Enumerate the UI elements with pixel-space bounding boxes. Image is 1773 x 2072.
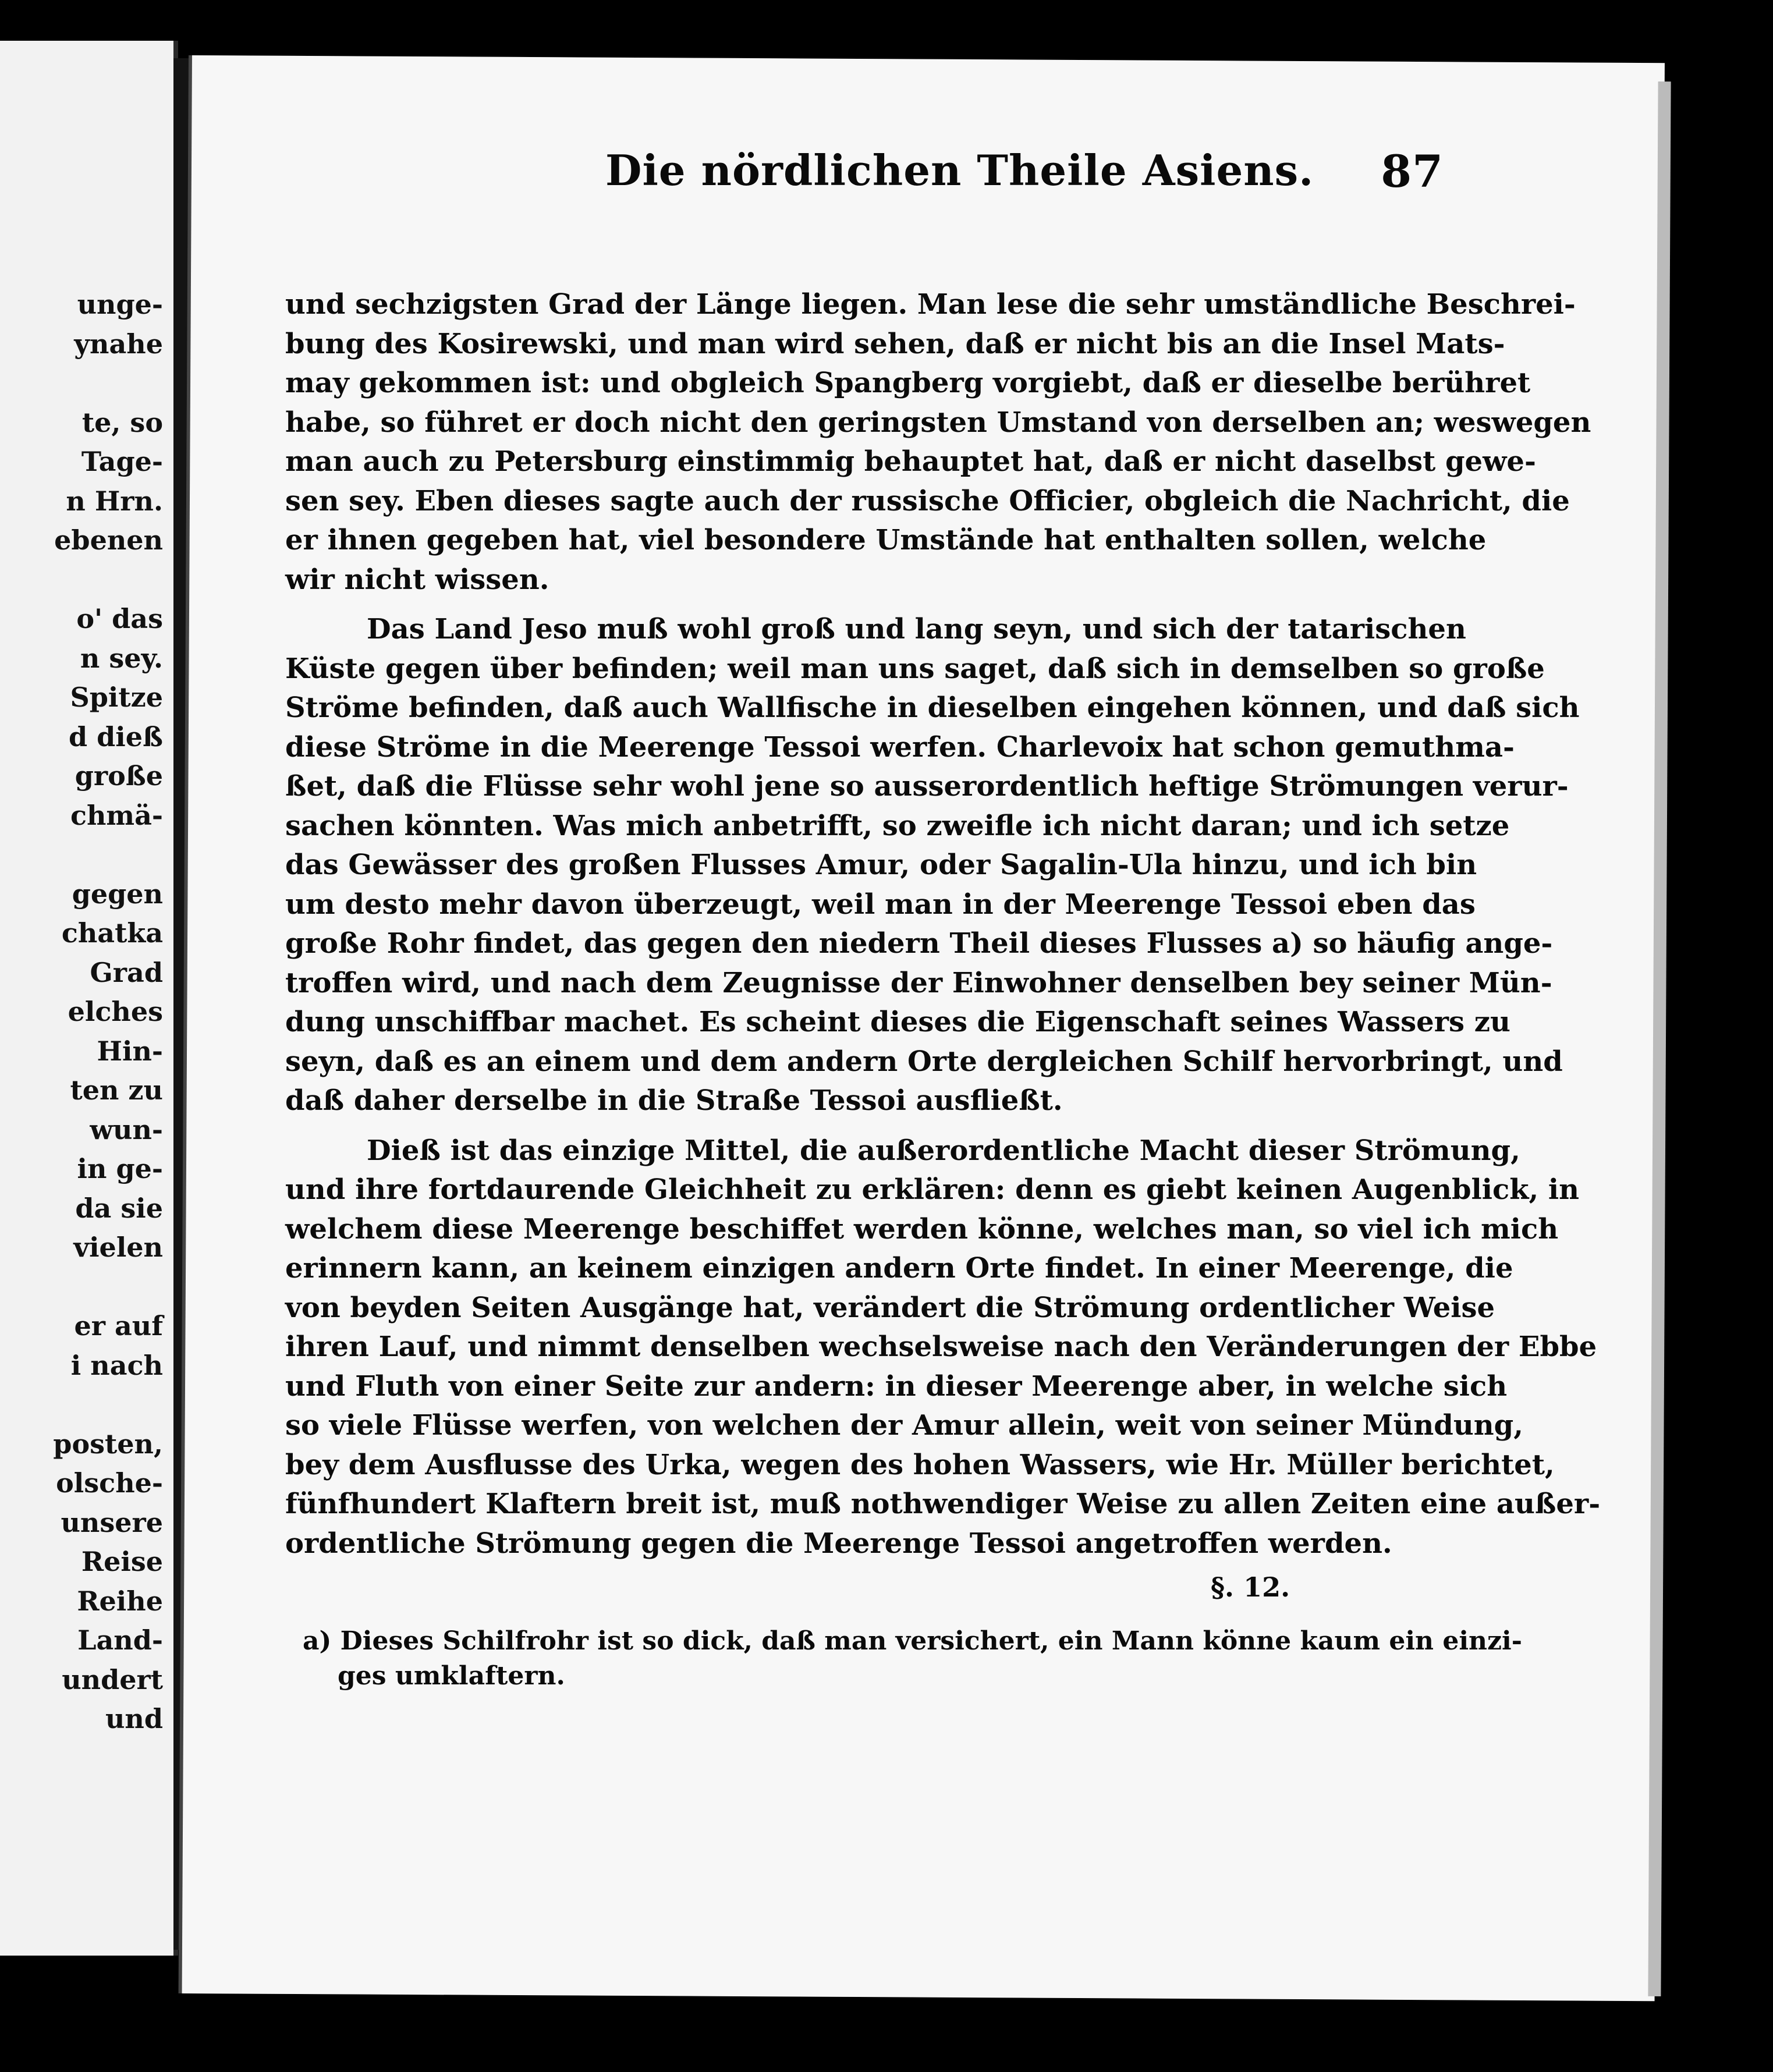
text-line: welchem diese Meerenge beschiffet werden könne, welches man, so viel ich mich xyxy=(285,1212,1559,1246)
left-page-line: unge- xyxy=(77,289,163,320)
text-line: diese Ströme in die Meerenge Tessoi werfen. Charlevoix hat schon gemuthma- xyxy=(285,730,1515,764)
left-page-line: Hin- xyxy=(97,1035,163,1067)
text-line: und sechzigsten Grad der Länge liegen. Man lese die sehr umständliche Beschrei- xyxy=(285,288,1576,321)
text-line: bey dem Ausflusse des Urka, wegen des hohen Wassers, wie Hr. Müller berichtet, xyxy=(285,1448,1555,1481)
text-line: er ihnen gegeben hat, viel besondere Umstände hat enthalten sollen, welche xyxy=(285,524,1487,556)
left-page-line xyxy=(0,835,163,875)
running-head-title: Die nördlichen Theile Asiens. xyxy=(605,146,1314,195)
left-page-line: vielen xyxy=(73,1232,163,1263)
left-page-line: n Hrn. xyxy=(66,485,163,517)
left-page-line: chatka xyxy=(61,917,163,949)
left-page-line: und xyxy=(105,1703,163,1734)
text-line: dung unschiffbar machet. Es scheint dieses die Eigenschaft seines Wassers zu xyxy=(285,1006,1510,1038)
text-line: das Gewässer des großen Flusses Amur, oder Sagalin-Ula hinzu, und ich bin xyxy=(285,849,1477,881)
left-page-line: Reihe xyxy=(77,1585,163,1617)
left-page-line: in ge- xyxy=(77,1153,163,1184)
left-page-line: Tage- xyxy=(81,446,163,477)
left-page-line: Land- xyxy=(77,1624,163,1656)
left-page-line: unsere xyxy=(61,1506,163,1538)
text-line: Dieß ist das einzige Mittel, die außerordentliche Macht dieser Strömung, xyxy=(367,1134,1520,1167)
left-page-line xyxy=(0,560,163,600)
text-line: habe, so führet er doch nicht den geringsten Umstand von derselben an; weswegen xyxy=(285,406,1591,439)
text-line: fünfhundert Klaftern breit ist, muß nothwendiger Weise zu allen Zeiten eine außer- xyxy=(285,1488,1601,1520)
text-line: und Fluth von einer Seite zur andern: in dieser Meerenge aber, in welche sich xyxy=(285,1369,1508,1403)
left-page xyxy=(0,41,178,1956)
body-text xyxy=(285,285,1601,1574)
left-page-line: posten, xyxy=(53,1428,163,1460)
left-page-line: te, so xyxy=(81,406,163,438)
left-page-line: Grad xyxy=(90,956,163,988)
left-page-line: große xyxy=(75,760,163,792)
catchword: §. 12. xyxy=(1211,1571,1290,1603)
left-page-line: ebenen xyxy=(54,524,163,556)
left-page-line: n sey. xyxy=(80,642,163,674)
left-page-line: d dieß xyxy=(68,721,163,753)
text-line: Küste gegen über befinden; weil man uns saget, daß sich in demselben so große xyxy=(285,652,1545,685)
left-page-line xyxy=(0,1385,163,1425)
text-line: may gekommen ist: und obgleich Spangberg vorgiebt, daß er dieselbe berühret xyxy=(285,367,1531,399)
left-page-line: ynahe xyxy=(74,328,163,360)
left-page-line: Spitze xyxy=(70,682,163,713)
text-line: troffen wird, und nach dem Zeugnisse der Einwohner denselben bey seiner Mün- xyxy=(285,966,1552,999)
text-line: bung des Kosirewski, und man wird sehen, daß er nicht bis an die Insel Mats- xyxy=(285,327,1505,360)
footnote xyxy=(303,1624,1523,1694)
left-page-line xyxy=(0,1268,163,1307)
text-line: um desto mehr davon überzeugt, weil man in der Meerenge Tessoi eben das xyxy=(285,888,1476,921)
left-page-line: elches xyxy=(68,996,163,1027)
paragraph xyxy=(285,285,1591,599)
text-line: große Rohr findet, das gegen den niedern Theil dieses Flusses a) so häufig ange- xyxy=(285,927,1553,960)
left-page-line: chmä- xyxy=(70,799,163,831)
text-line: seyn, daß es an einem und dem andern Orte dergleichen Schilf hervorbringt, und xyxy=(285,1045,1563,1078)
left-page-line: ten zu xyxy=(70,1074,163,1106)
page-number: 87 xyxy=(1381,146,1444,197)
left-page-text xyxy=(0,285,163,1739)
left-page-line: olsche- xyxy=(56,1467,163,1499)
text-line: wir nicht wissen. xyxy=(285,563,549,596)
text-line: ihren Lauf, und nimmt denselben wechselsweise nach den Veränderungen der Ebbe xyxy=(285,1331,1597,1363)
left-page-line: gegen xyxy=(72,878,163,910)
text-line: sachen könnten. Was mich anbetrifft, so zweifle ich nicht daran; und ich setze xyxy=(285,809,1510,842)
text-line: ordentliche Strömung gegen die Meerenge Tessoi angetroffen werden. xyxy=(285,1527,1392,1560)
left-page-line: i nach xyxy=(70,1349,163,1381)
text-line: ßet, daß die Flüsse sehr wohl jene so ausserordentlich heftige Strömungen verur- xyxy=(285,770,1569,803)
text-line: so viele Flüsse werfen, von welchen der Amur allein, weit von seiner Mündung, xyxy=(285,1409,1523,1442)
text-line: erinnern kann, an keinem einzigen andern Orte findet. In einer Meerenge, die xyxy=(285,1252,1513,1285)
text-line: von beyden Seiten Ausgänge hat, verändert die Strömung ordentlicher Weise xyxy=(285,1291,1495,1324)
footnote-line: a) Dieses Schilfrohr ist so dick, daß man versichert, ein Mann könne kaum ein einzi- xyxy=(303,1626,1523,1656)
footnote-line: ges umklaftern. xyxy=(338,1661,565,1691)
left-page-line: da sie xyxy=(75,1192,163,1224)
text-line: daß daher derselbe in die Straße Tessoi ausfließt. xyxy=(285,1084,1063,1117)
left-page-line: Reise xyxy=(81,1546,163,1577)
paragraph xyxy=(285,1131,1601,1564)
text-line: Ströme befinden, daß auch Wallfische in dieselben eingehen können, und daß sich xyxy=(285,691,1580,724)
left-page-line: undert xyxy=(62,1663,163,1695)
text-line: Das Land Jeso muß wohl groß und lang seyn, und sich der tatarischen xyxy=(367,613,1466,645)
left-page-line: wun- xyxy=(90,1113,163,1145)
left-page-line: er auf xyxy=(74,1310,163,1342)
left-page-line xyxy=(0,364,163,403)
text-line: man auch zu Petersburg einstimmig behauptet hat, daß er nicht daselbst gewe- xyxy=(285,445,1536,478)
left-page-line: o' das xyxy=(76,603,163,634)
text-line: sen sey. Eben dieses sagte auch der russische Officier, obgleich die Nachricht, die xyxy=(285,484,1570,517)
paragraph xyxy=(285,610,1580,1121)
text-line: und ihre fortdaurende Gleichheit zu erklären: denn es giebt keinen Augenblick, in xyxy=(285,1173,1580,1206)
